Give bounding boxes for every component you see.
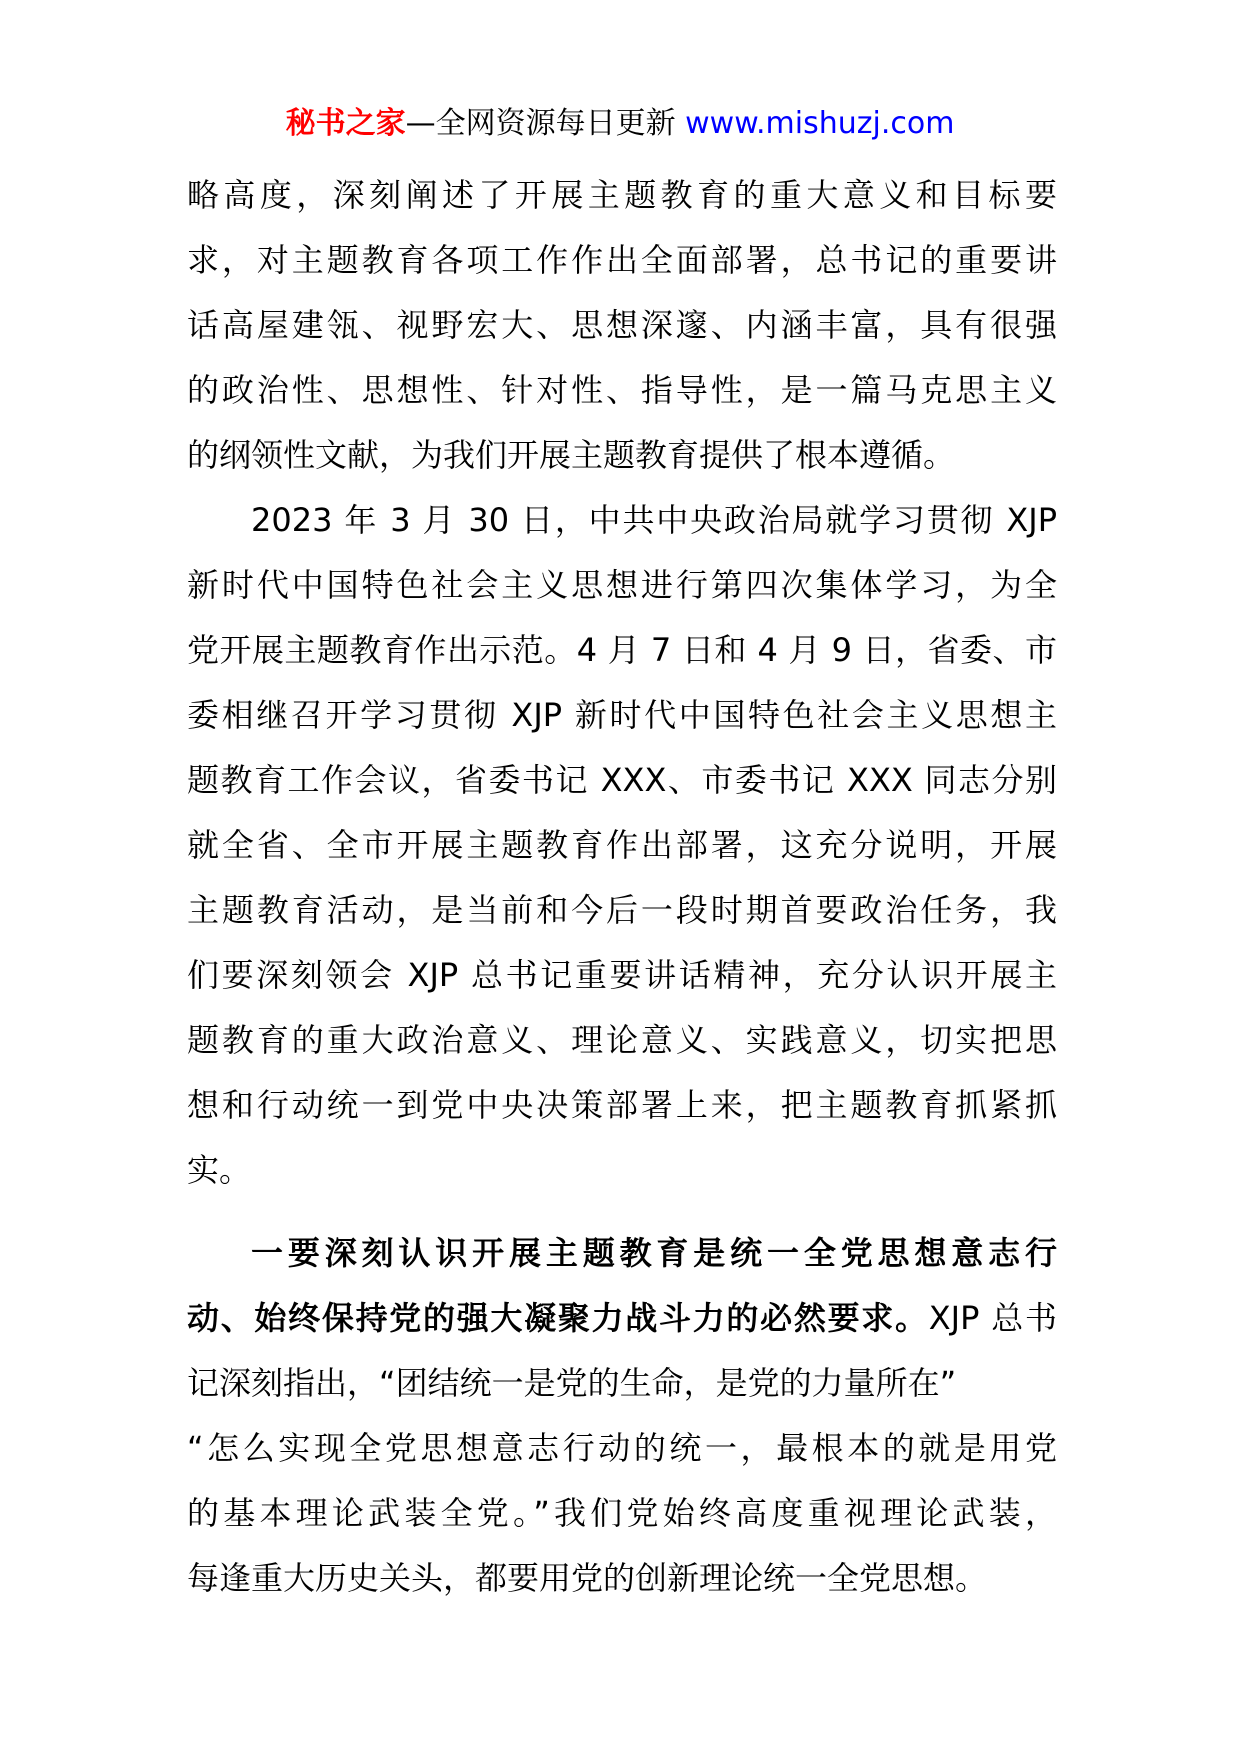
paragraph-3 xyxy=(187,1221,1057,1611)
bold-heading-text: 动、始终保持党的强大凝聚力战斗力的必然要求。 xyxy=(187,1299,929,1337)
text-line: 想和行动统一到党中央决策部署上来，把主题教育抓紧抓 xyxy=(187,1086,1057,1124)
page-header xyxy=(0,104,1240,144)
text-line: 主题教育活动，是当前和今后一段时期首要政治任务，我 xyxy=(187,891,1057,929)
text-line: 们要深刻领会 XJP 总书记重要讲话精神，充分认识开展主 xyxy=(187,956,1057,994)
text-line: 求，对主题教育各项工作作出全面部署，总书记的重要讲 xyxy=(187,241,1057,279)
text-line: 实。 xyxy=(187,1151,252,1189)
text-line: 2023 年 3 月 30 日，中共中央政治局就学习贯彻 XJP xyxy=(251,501,1057,539)
header-url[interactable]: www.mishuzj.com xyxy=(685,106,955,141)
text-line: 的政治性、思想性、针对性、指导性，是一篇马克思主义 xyxy=(187,371,1057,409)
text-line: 就全省、全市开展主题教育作出部署，这充分说明，开展 xyxy=(187,826,1057,864)
header-slogan: —全网资源每日更新 xyxy=(405,106,686,141)
text-line: 委相继召开学习贯彻 XJP 新时代中国特色社会主义思想主 xyxy=(187,696,1057,734)
document-body xyxy=(187,163,1057,1611)
text-line: 题教育工作会议，省委书记 XXX、市委书记 XXX 同志分别 xyxy=(187,761,1057,799)
text-line: 每逢重大历史关头，都要用党的创新理论统一全党思想。 xyxy=(187,1559,988,1597)
text-line xyxy=(187,1286,1057,1351)
header-brand: 秘书之家 xyxy=(285,106,406,141)
bold-heading-line: 一要深刻认识开展主题教育是统一全党思想意志行 xyxy=(251,1234,1057,1272)
text-line: 话高屋建瓴、视野宏大、思想深邃、内涵丰富，具有很强 xyxy=(187,306,1057,344)
text-line: 记深刻指出，“团结统一是党的生命，是党的力量所在” xyxy=(187,1364,957,1402)
text-span: XJP 总书 xyxy=(928,1299,1057,1337)
text-line: 新时代中国特色社会主义思想进行第四次集体学习，为全 xyxy=(187,566,1057,604)
paragraph-2 xyxy=(187,488,1057,1203)
text-line: 党开展主题教育作出示范。4 月 7 日和 4 月 9 日，省委、市 xyxy=(187,631,1057,669)
text-line: 的纲领性文献，为我们开展主题教育提供了根本遵循。 xyxy=(187,436,956,474)
text-line: 略高度，深刻阐述了开展主题教育的重大意义和目标要 xyxy=(187,176,1057,214)
text-line: “怎么实现全党思想意志行动的统一，最根本的就是用党 xyxy=(187,1429,1057,1467)
paragraph-gap xyxy=(187,1203,1057,1221)
text-line: 的基本理论武装全党。”我们党始终高度重视理论武装， xyxy=(187,1494,1057,1532)
text-line: 题教育的重大政治意义、理论意义、实践意义，切实把思 xyxy=(187,1021,1057,1059)
paragraph-1 xyxy=(187,163,1057,488)
